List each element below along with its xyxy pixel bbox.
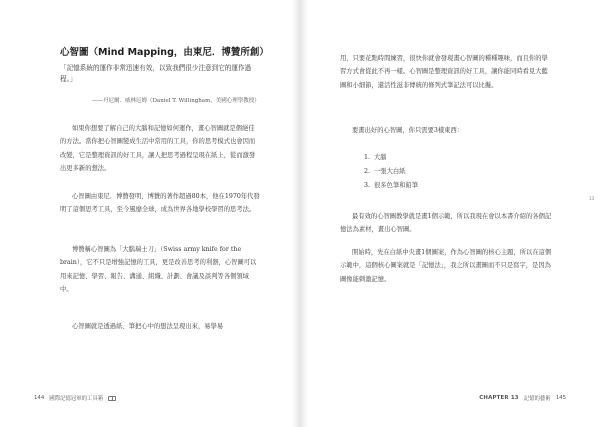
chapter-side-tab: 13	[589, 196, 595, 201]
body-paragraph-8: 開始時，先在白紙中央畫1個圖案，作為心智圖的核心主題，所以在這個示範中，這個核心圖案就是「記憶法」，我之所以畫圖而不只是寫字，是因為圖像能刺激記憶。	[340, 249, 552, 283]
book-icon	[108, 396, 116, 401]
list-item: 1. 大腦	[364, 154, 387, 161]
list-item: 2. 一張大白紙	[364, 168, 406, 175]
supplies-list	[364, 151, 418, 193]
page-number: 144	[34, 395, 45, 401]
body-paragraph-3: 博贊稱心智圖為「大腦瑞士刀」（Swiss army knife for the brain），它不只是增強記憶的工具，更是改善思考的利器，心智圖可以用來記憶、學習、報告、溝通、組織、計劃、會議及談判等各個領域中。	[60, 246, 257, 294]
chapter-label: CHAPTER 13	[479, 395, 519, 401]
body-paragraph-6: 要畫出好的心智圖，你只需要3樣東西：	[352, 127, 464, 134]
section-heading: 心智圖（Mind Mapping，由東尼．博贊所創）	[60, 47, 269, 58]
running-title: 國際記憶冠軍的工具箱	[49, 396, 104, 402]
right-footer	[479, 394, 566, 402]
body-paragraph-7: 最有效的心智圖教學就是畫1個示範，所以我現在會以本書介紹的各個記憶法為素材，畫出心智圖。	[340, 213, 552, 234]
chapter-title: 記憶的藝術	[523, 396, 551, 402]
list-item: 3. 很多色筆和鉛筆	[364, 182, 419, 189]
left-footer	[34, 394, 116, 402]
body-paragraph-1: 如果你想要了解自己的大腦和記憶如何運作，畫心智圖就是個絕佳的方法。當你把心智圖變成生活中常用的工具，你的思考模式也會因而改變，它是整理資訊的好工具，讓人把思考過程呈現在紙上，從而激發出更多新的想法。	[60, 125, 256, 173]
gutter-shadow-right	[300, 0, 308, 427]
body-paragraph-2: 心智圖由東尼．博贊發明，博贊的著作超過80本，他在1970年代發明了這個思考工具，至今風靡全球，成為世界各地學校學習的思考法。	[60, 193, 260, 214]
epigraph-attribution: ——丹尼爾．威林厄姆（Daniel T. Willingham，美國心理學教授）	[92, 98, 260, 104]
body-paragraph-4: 心智圖就是透過紙、筆把心中的想法呈現出來，易學易	[72, 323, 224, 330]
epigraph-quote: 「記憶系統的運作非常迅速有效，以致我們很少注意到它的運作過程。」	[60, 64, 252, 83]
gutter-shadow-left	[292, 0, 300, 427]
body-paragraph-5: 用，只要花點時間練習，很快你就會發現畫心智圖的種種趣味，而且你的學習方式會從此不再一樣。心智圖是整理資訊的好工具，讓你能同時看見大藍圖和小細節，還活性滋非傳統的條列式筆記法可以比擬。	[340, 55, 548, 89]
page-number: 145	[555, 395, 566, 401]
